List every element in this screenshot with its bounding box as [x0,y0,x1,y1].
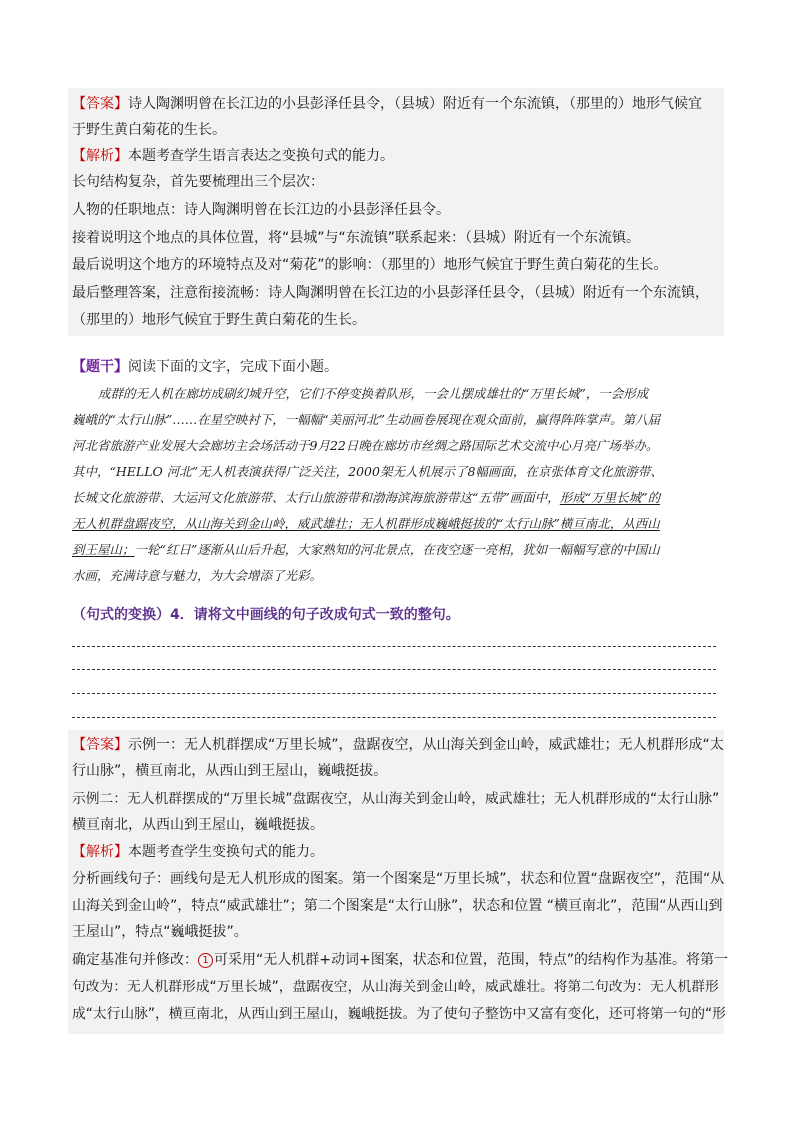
passage-line-8: 水画，充满诗意与魅力，为大会增添了光彩。 [72,568,323,583]
analysis-1-line-4: 接着说明这个地点的具体位置，将“县城”与“东流镇”联系起来：（县城）附近有一个东流镇。 [72,230,641,246]
analysis-tag: 【解析】 [72,844,128,860]
answer-blank-line-4[interactable] [72,717,716,718]
passage-line-2: 巍峨的“太行山脉”……在星空映衬下，一幅幅“美丽河北”生动画卷展现在观众面前，赢得阵阵掌声。第八届 [72,412,661,427]
analysis-1-line-1: 【解析】本题考查学生语言表达之变换句式的能力。 [72,148,394,164]
analysis-1-line-3: 人物的任职地点：诗人陶渊明曾在长江边的小县彭泽任县令。 [72,202,450,218]
underlined-sentence-end: 到王屋山； [72,542,135,557]
answer-2-line-2: 行山脉”，横亘南北，从西山到王屋山，巍峨挺拔。 [72,763,388,779]
analysis-1-line-5: 最后说明这个地方的环境特点及对“菊花”的影响：（那里的）地形气候宜于野生黄白菊花的生长。 [72,257,668,273]
answer-tag: 【答案】 [72,737,128,753]
analysis-2-line-7: 成“太行山脉”，横亘南北，从西山到王屋山，巍峨挺拔。为了使句子整饬中又富有变化，还可将第一句的“形 [72,1006,726,1022]
analysis-2-line-2: 分析画线句子：画线句是无人机形成的图案。第一个图案是“万里长城”，状态和位置“盘踞夜空”，范围“从 [72,871,725,887]
circled-number: 1 [198,953,213,968]
question-4: （句式的变换）4．请将文中画线的句子改成句式一致的整句。 [72,607,460,623]
passage-line-3: 河北省旅游产业发展大会廊坊主会场活动于9月22日晚在廊坊市丝绸之路国际艺术交流中心月亮广场举办。 [72,438,659,453]
answer-2-line-4: 横亘南北，从西山到王屋山，巍峨挺拔。 [72,817,324,833]
analysis-1-line-7: （那里的）地形气候宜于野生黄白菊花的生长。 [72,312,366,328]
answer-2-line-3: 示例二：无人机群摆成的“万里长城”盘踞夜空，从山海关到金山岭，威武雄壮；无人机群形成的“太行山脉” [72,791,720,807]
analysis-1-line-6: 最后整理答案，注意衔接流畅：诗人陶渊明曾在长江边的小县彭泽任县令，（县城）附近有一个东流镇， [72,285,709,301]
answer-1-line-1: 【答案】诗人陶渊明曾在长江边的小县彭泽任县令，（县城）附近有一个东流镇，（那里的）地形气候宜 [72,96,702,112]
answer-tag: 【答案】 [72,96,128,112]
answer-blank-line-1[interactable] [72,646,716,647]
answer-blank-line-3[interactable] [72,693,716,694]
stem-tag: 【题干】 [72,359,128,375]
passage-line-6-underlined: 无人机群盘踞夜空，从山海关到金山岭，威武雄壮；无人机群形成巍峨挺拔的“太行山脉”横亘南北，从西山 [72,516,660,531]
passage-line-7: 到王屋山；一轮“红日”逐渐从山后升起，大家熟知的河北景点，在夜空逐一亮相，犹如一幅幅写意的中国山 [72,542,660,557]
analysis-2-line-5: 确定基准句并修改： 1 可采用“无人机群+动词+图案，状态和位置，范围，特点”的结构作为基准。将第一 [72,952,728,968]
analysis-2-line-3: 山海关到金山岭”，特点“威武雄壮”；第二个图案是“太行山脉”，状态和位置 “横亘南北”，范围“从西山到 [72,898,723,914]
analysis-2-line-1: 【解析】本题考查学生变换句式的能力。 [72,844,324,860]
answer-1-line-2: 于野生黄白菊花的生长。 [72,122,226,138]
analysis-1-line-2: 长句结构复杂，首先要梳理出三个层次： [72,174,324,190]
passage-line-4: 其中，“HELLO 河北”无人机表演获得广泛关注，2000架无人机展示了8幅画面，在京张体育文化旅游带、 [72,464,663,479]
question-stem: 【题干】阅读下面的文字，完成下面小题。 [72,359,338,375]
answer-2-line-1: 【答案】示例一：无人机群摆成“万里长城”，盘踞夜空，从山海关到金山岭，威武雄壮；无人机群形成“太 [72,737,724,753]
underlined-sentence-start: 形成“万里长城”的 [559,490,661,505]
analysis-2-line-6: 句改为：无人机群形成“万里长城”，盘踞夜空，从山海关到金山岭，威武雄壮。将第二句改为：无人机群形 [72,979,719,995]
passage-line-1: 成群的无人机在廊坊成刷幻城升空，它们不停变换着队形，一会儿摆成雄壮的“万里长城”，一会形成 [98,386,649,401]
analysis-tag: 【解析】 [72,148,128,164]
analysis-2-line-4: 王屋山”，特点“巍峨挺拔”。 [72,924,248,940]
passage-line-5: 长城文化旅游带、大运河文化旅游带、太行山旅游带和渤海滨海旅游带这“五带”画面中，形成“万里长城”的 [72,490,661,505]
answer-blank-line-2[interactable] [72,669,716,670]
